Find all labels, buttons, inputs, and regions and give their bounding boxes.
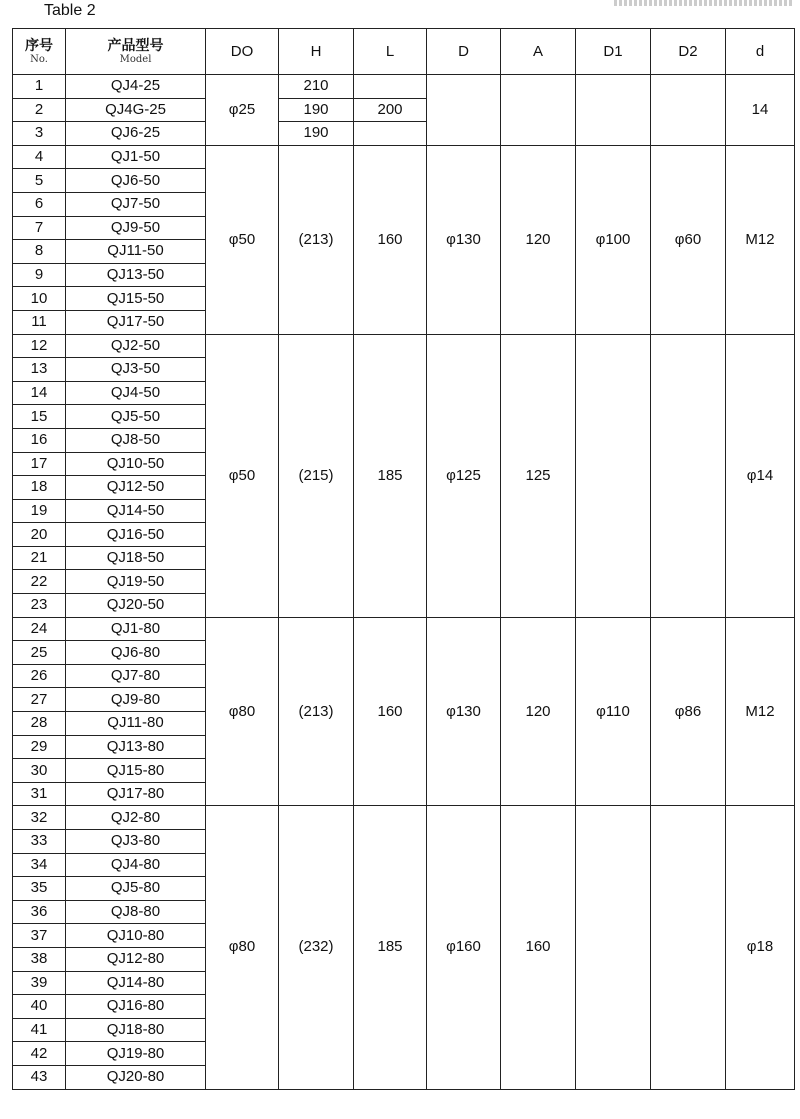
- row-model: QJ4-80: [66, 853, 206, 877]
- group-d2: [651, 75, 726, 146]
- row-model: QJ6-50: [66, 169, 206, 193]
- row-no: 30: [13, 759, 66, 783]
- row-no: 22: [13, 570, 66, 594]
- group-d1: φ110: [576, 617, 651, 806]
- header-a: A: [501, 29, 576, 75]
- row-model: QJ15-80: [66, 759, 206, 783]
- group-d-big: φ130: [427, 145, 501, 334]
- header-h: H: [279, 29, 354, 75]
- header-model-en: Model: [119, 54, 152, 65]
- row-no: 3: [13, 122, 66, 146]
- table-row: [13, 617, 795, 641]
- row-model: QJ14-50: [66, 499, 206, 523]
- row-model: QJ12-50: [66, 476, 206, 500]
- group-do: φ80: [206, 806, 279, 1089]
- group-a: 125: [501, 334, 576, 617]
- header-d-big: D: [427, 29, 501, 75]
- group-h: (213): [279, 145, 354, 334]
- row-model: QJ1-50: [66, 145, 206, 169]
- row-no: 25: [13, 641, 66, 665]
- row-model: QJ9-80: [66, 688, 206, 712]
- spec-table: [12, 28, 795, 1090]
- header-model-zh: 产品型号: [107, 37, 164, 53]
- row-no: 33: [13, 830, 66, 854]
- scan-header-mark: [614, 0, 794, 6]
- group-a: 120: [501, 617, 576, 806]
- row-model: QJ3-80: [66, 830, 206, 854]
- header-d2: D2: [651, 29, 726, 75]
- row-model: QJ6-80: [66, 641, 206, 665]
- group-l: 185: [354, 334, 427, 617]
- group-d1: φ100: [576, 145, 651, 334]
- row-model: QJ18-80: [66, 1018, 206, 1042]
- row-model: QJ2-80: [66, 806, 206, 830]
- row-no: 17: [13, 452, 66, 476]
- row-model: QJ6-25: [66, 122, 206, 146]
- row-model: QJ12-80: [66, 947, 206, 971]
- row-no: 27: [13, 688, 66, 712]
- row-no: 14: [13, 381, 66, 405]
- row-no: 19: [13, 499, 66, 523]
- row-model: QJ10-80: [66, 924, 206, 948]
- group-l-blank: [354, 122, 427, 146]
- group-d-small: 14: [726, 75, 795, 146]
- row-no: 11: [13, 310, 66, 334]
- row-no: 39: [13, 971, 66, 995]
- row-model: QJ10-50: [66, 452, 206, 476]
- row-no: 8: [13, 240, 66, 264]
- row-no: 2: [13, 98, 66, 122]
- row-model: QJ16-80: [66, 995, 206, 1019]
- group-do: φ80: [206, 617, 279, 806]
- row-model: QJ14-80: [66, 971, 206, 995]
- row-model: QJ7-80: [66, 664, 206, 688]
- group-d-big: φ160: [427, 806, 501, 1089]
- group-d1: [576, 75, 651, 146]
- header-d1: D1: [576, 29, 651, 75]
- row-no: 35: [13, 877, 66, 901]
- row-model: QJ11-80: [66, 712, 206, 736]
- group-l: 160: [354, 145, 427, 334]
- row-no: 38: [13, 947, 66, 971]
- row-model: QJ15-50: [66, 287, 206, 311]
- header-row: [13, 29, 795, 75]
- row-no: 41: [13, 1018, 66, 1042]
- row-no: 31: [13, 782, 66, 806]
- header-no-en: No.: [30, 54, 48, 65]
- group-d2: φ60: [651, 145, 726, 334]
- table-row: [13, 334, 795, 358]
- group-l: 200: [354, 98, 427, 122]
- row-model: QJ7-50: [66, 192, 206, 216]
- row-model: QJ4-50: [66, 381, 206, 405]
- row-model: QJ13-80: [66, 735, 206, 759]
- row-model: QJ4G-25: [66, 98, 206, 122]
- group-h: 210: [279, 75, 354, 99]
- header-model: [66, 29, 206, 75]
- row-model: QJ20-80: [66, 1065, 206, 1089]
- group-d-big: [427, 75, 501, 146]
- group-do: φ50: [206, 334, 279, 617]
- row-model: QJ13-50: [66, 263, 206, 287]
- group-l: 160: [354, 617, 427, 806]
- group-d2: [651, 806, 726, 1089]
- row-no: 10: [13, 287, 66, 311]
- row-model: QJ8-50: [66, 428, 206, 452]
- header-no: [13, 29, 66, 75]
- row-model: QJ3-50: [66, 358, 206, 382]
- header-l: L: [354, 29, 427, 75]
- header-d-small: d: [726, 29, 795, 75]
- group-d-small: M12: [726, 617, 795, 806]
- row-no: 32: [13, 806, 66, 830]
- row-model: QJ17-50: [66, 310, 206, 334]
- row-no: 36: [13, 900, 66, 924]
- group-h: 190: [279, 98, 354, 122]
- group-d-small: φ14: [726, 334, 795, 617]
- row-model: QJ11-50: [66, 240, 206, 264]
- row-no: 37: [13, 924, 66, 948]
- row-model: QJ8-80: [66, 900, 206, 924]
- row-no: 1: [13, 75, 66, 99]
- group-d2: φ86: [651, 617, 726, 806]
- header-no-zh: 序号: [25, 37, 53, 53]
- row-no: 12: [13, 334, 66, 358]
- row-no: 16: [13, 428, 66, 452]
- row-no: 18: [13, 476, 66, 500]
- table-row: [13, 75, 795, 99]
- row-model: QJ19-50: [66, 570, 206, 594]
- row-no: 40: [13, 995, 66, 1019]
- row-model: QJ5-80: [66, 877, 206, 901]
- row-no: 43: [13, 1065, 66, 1089]
- row-no: 26: [13, 664, 66, 688]
- row-model: QJ2-50: [66, 334, 206, 358]
- row-model: QJ19-80: [66, 1042, 206, 1066]
- row-no: 21: [13, 546, 66, 570]
- row-model: QJ9-50: [66, 216, 206, 240]
- row-no: 7: [13, 216, 66, 240]
- group-h: (213): [279, 617, 354, 806]
- row-model: QJ17-80: [66, 782, 206, 806]
- row-no: 20: [13, 523, 66, 547]
- group-do: φ50: [206, 145, 279, 334]
- row-model: QJ4-25: [66, 75, 206, 99]
- row-no: 15: [13, 405, 66, 429]
- row-model: QJ5-50: [66, 405, 206, 429]
- group-d1: [576, 806, 651, 1089]
- row-no: 29: [13, 735, 66, 759]
- table-row: [13, 806, 795, 830]
- row-no: 28: [13, 712, 66, 736]
- group-do: φ25: [206, 75, 279, 146]
- group-d-small: φ18: [726, 806, 795, 1089]
- group-a: [501, 75, 576, 146]
- row-model: QJ16-50: [66, 523, 206, 547]
- row-model: QJ18-50: [66, 546, 206, 570]
- row-model: QJ20-50: [66, 594, 206, 618]
- group-l-blank: [354, 75, 427, 99]
- row-no: 5: [13, 169, 66, 193]
- group-d-big: φ125: [427, 334, 501, 617]
- header-do: DO: [206, 29, 279, 75]
- group-h: 190: [279, 122, 354, 146]
- row-no: 23: [13, 594, 66, 618]
- group-a: 120: [501, 145, 576, 334]
- group-l: 185: [354, 806, 427, 1089]
- table-caption: Table 2: [44, 2, 96, 19]
- row-model: QJ1-80: [66, 617, 206, 641]
- row-no: 6: [13, 192, 66, 216]
- row-no: 13: [13, 358, 66, 382]
- group-d-big: φ130: [427, 617, 501, 806]
- group-d2: [651, 334, 726, 617]
- row-no: 42: [13, 1042, 66, 1066]
- group-d-small: M12: [726, 145, 795, 334]
- row-no: 9: [13, 263, 66, 287]
- table-row: [13, 145, 795, 169]
- group-h: (232): [279, 806, 354, 1089]
- row-no: 24: [13, 617, 66, 641]
- row-no: 34: [13, 853, 66, 877]
- group-d1: [576, 334, 651, 617]
- group-h: (215): [279, 334, 354, 617]
- row-no: 4: [13, 145, 66, 169]
- group-a: 160: [501, 806, 576, 1089]
